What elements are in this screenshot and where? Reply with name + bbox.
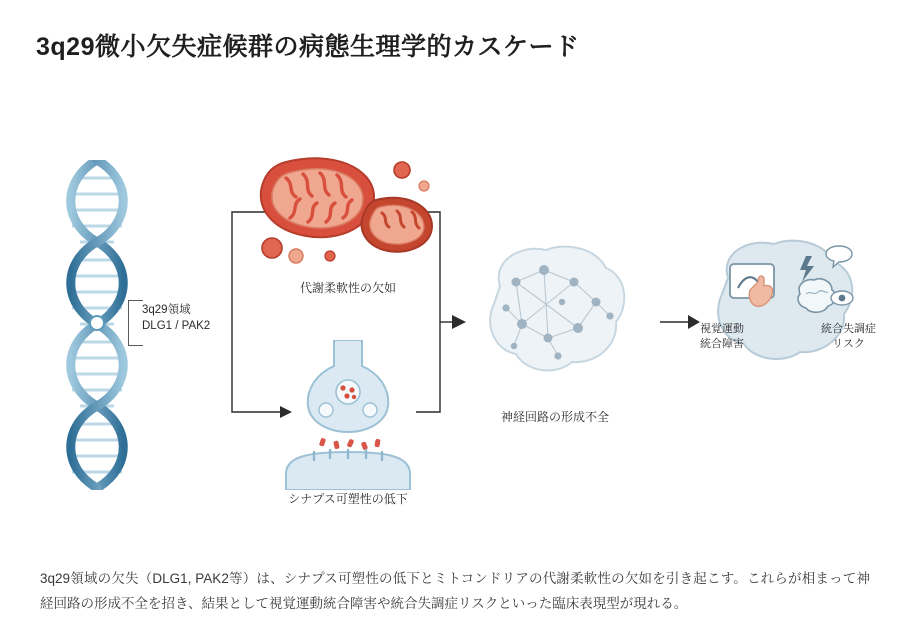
synapse-illustration	[268, 340, 428, 490]
gene-region-label	[142, 302, 210, 334]
eye-icon	[831, 291, 853, 305]
outcome-label-schizophrenia: 統合失調症 リスク	[821, 323, 876, 350]
brain-network-caption: 神経回路の形成不全	[500, 410, 609, 424]
mitochondria-caption: 代謝柔軟性の欠如	[299, 281, 396, 295]
summary-text: 3q29領域の欠失（DLG1, PAK2等）は、シナプス可塑性の低下とミトコンドリアの代謝柔軟性の欠如を引き起こす。これらが相まって神経回路の形成不全を招き、結果として視覚運動統合障害や統合失調症リスクといった臨床表現型が現れる。	[40, 571, 870, 611]
outcome-label-visuomotor: 視覚運動 統合障害	[700, 323, 744, 350]
arrow-head-outcome	[688, 315, 700, 329]
brain-network-illustration	[470, 242, 640, 392]
gene-region-line1: 3q29領域	[142, 304, 191, 316]
gene-region-line2: DLG1 / PAK2	[142, 320, 211, 332]
clinical-outcome-labels	[700, 322, 876, 352]
mitochondria-illustration	[248, 156, 448, 276]
synapse-caption: シナプス可塑性の低下	[288, 492, 408, 506]
gene-region-bracket	[128, 300, 143, 346]
arrow-head-brain	[452, 315, 466, 329]
page-title: 3q29微小欠失症候群の病態生理学的カスケード	[36, 33, 580, 61]
